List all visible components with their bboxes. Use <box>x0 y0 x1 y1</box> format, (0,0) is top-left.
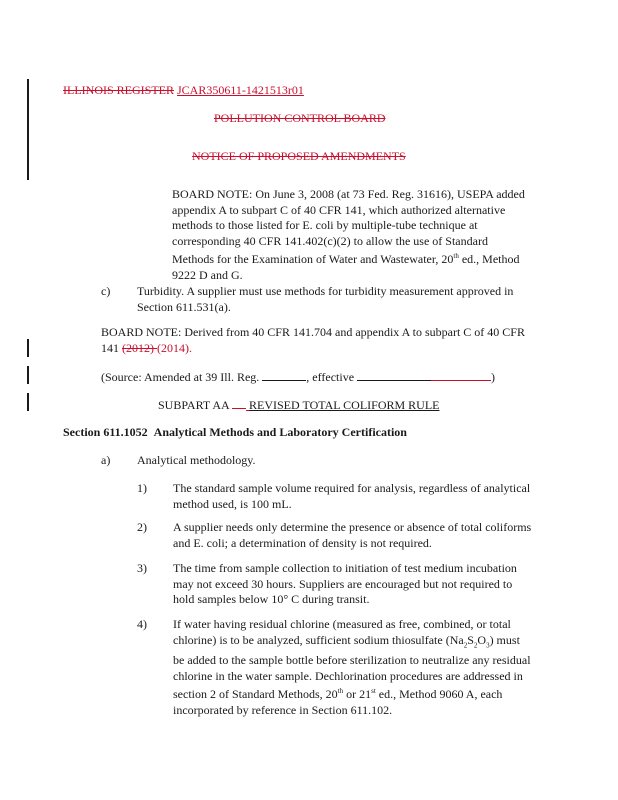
section-heading <box>63 425 407 441</box>
revision-bar <box>27 393 29 411</box>
subitem-marker: 3) <box>137 561 147 575</box>
board-note-line: Methods for the Examination of Water and Wastewater, 20th ed., Method <box>172 252 520 266</box>
subitem-text: The time from sample collection to initiation of test medium incubation may not exceed 30 hours. Suppliers are encouraged but not required to hold samples below 10° C during transit. <box>173 561 517 606</box>
revision-bar <box>27 366 29 384</box>
board-note-2: BOARD NOTE: Derived from 40 CFR 141.704 and appendix A to subpart C of 40 CFR 141 (2012) (2014). <box>101 325 525 355</box>
item-c-marker: c) <box>101 284 111 298</box>
new-year: (2014). <box>157 340 192 355</box>
subpart-heading: SUBPART AA REVISED TOTAL COLIFORM RULE <box>158 398 440 412</box>
board-note-line: corresponding 40 CFR 141.402(c)(2) to allow the use of Standard <box>172 233 488 248</box>
register-id: JCAR350611-1421513r01 <box>177 83 304 97</box>
subitem-text: The standard sample volume required for analysis, regardless of analytical method used, is 100 mL. <box>173 481 531 511</box>
subitem-marker: 1) <box>137 481 147 495</box>
subitem-text: A supplier needs only determine the presence or absence of total coliforms and E. coli; a determination of density is not required. <box>173 520 532 550</box>
board-note-1 <box>172 187 592 283</box>
section-number: Section 611.1052 <box>63 425 148 439</box>
board-title: POLLUTION CONTROL BOARD <box>214 111 386 125</box>
board-note-line: methods to those listed for E. coli by multiple-tube technique at <box>172 218 478 232</box>
notice-title: NOTICE OF PROPOSED AMENDMENTS <box>192 149 406 163</box>
subitem-marker: 4) <box>137 617 147 631</box>
board-note-line: BOARD NOTE: On June 3, 2008 (at 73 Fed. Reg. 31616), USEPA added <box>172 187 525 201</box>
revision-bar <box>27 79 29 180</box>
board-note-line: appendix A to subpart C of 40 CFR 141, which authorized alternative <box>172 202 506 217</box>
board-note-line: 9222 D and G. <box>172 267 243 282</box>
item-a-label: Analytical methodology. <box>137 453 256 467</box>
register-header <box>63 83 304 99</box>
item-c-text: Turbidity. A supplier must use methods for turbidity measurement approved in Section 611.531(a). <box>137 284 514 314</box>
subitem-text: If water having residual chlorine (measured as free, combined, or total chlorine) is to be analyzed, sufficient sodium thiosulfate $(Na_2S_2O_3)$ must be added to the sample bottle before sterilization to neutralize any residual chlorine in the water sample. Dechlorination procedures are addressed in section 2 of Standard Methods, 20th or 21st ed., Method 9060 A, each incorporated by reference in Section 611.102. <box>173 617 531 717</box>
register-title: ILLINOIS REGISTER <box>63 83 174 97</box>
section-title: Analytical Methods and Laboratory Certification <box>153 425 407 439</box>
source-line: (Source: Amended at 39 Ill. Reg. , effective ) <box>101 370 496 384</box>
revision-bar <box>27 339 29 357</box>
struck-year: (2012) <box>122 340 157 355</box>
item-a-marker: a) <box>101 453 111 467</box>
subitem-marker: 2) <box>137 520 147 534</box>
